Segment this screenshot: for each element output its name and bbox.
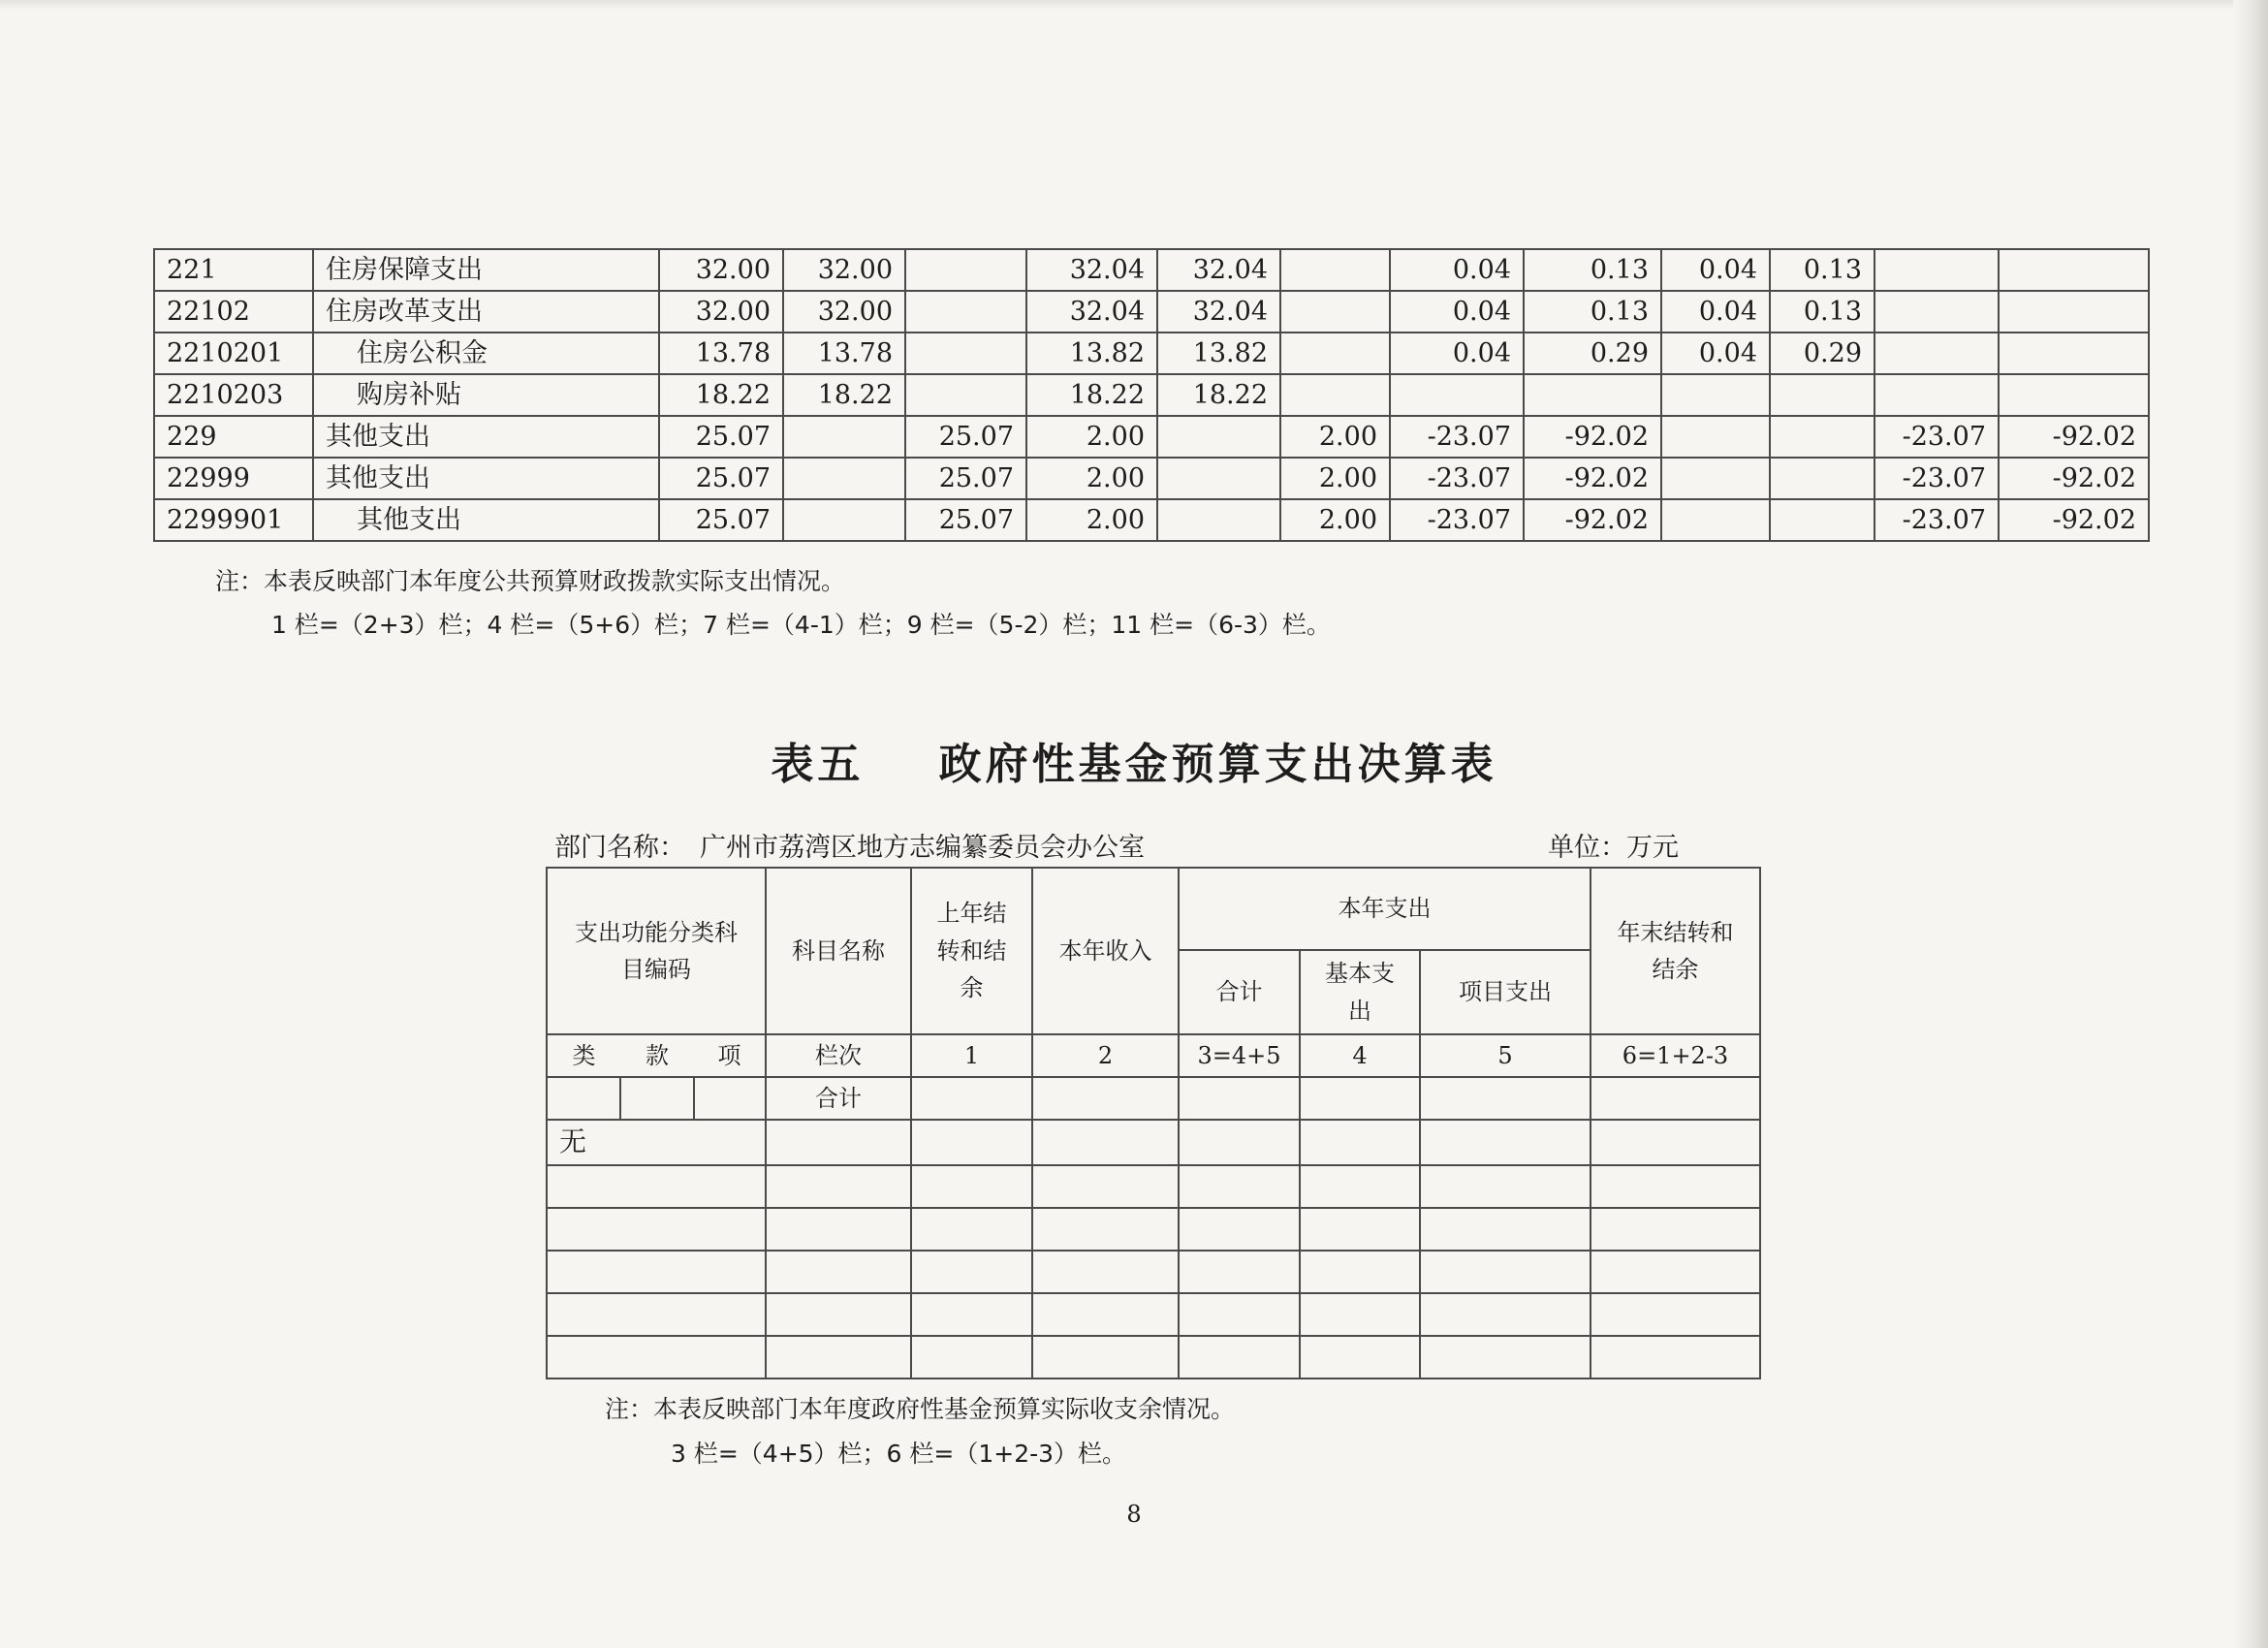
table-cell — [1420, 1251, 1591, 1293]
row-value-c4: 32.04 — [1026, 291, 1157, 333]
row-value-c8: 0.13 — [1524, 291, 1661, 333]
blank-row — [547, 1251, 1760, 1293]
row-name: 购房补贴 — [313, 374, 659, 416]
index-c5: 5 — [1420, 1034, 1591, 1077]
table-cell — [547, 1251, 766, 1293]
row-value-c7: -23.07 — [1390, 458, 1524, 499]
row-value-c4: 18.22 — [1026, 374, 1157, 416]
total-row-cell — [911, 1077, 1032, 1120]
row-value-c7: 0.04 — [1390, 333, 1524, 374]
table-cell — [766, 1251, 911, 1293]
table-cell — [911, 1336, 1032, 1379]
row-value-c8: -92.02 — [1524, 499, 1661, 541]
table-cell — [1032, 1120, 1179, 1165]
page-number: 8 — [1126, 1501, 1142, 1528]
row-name: 住房保障支出 — [313, 249, 659, 291]
total-row-cell — [1300, 1077, 1420, 1120]
total-row-xiang — [694, 1077, 766, 1120]
table-cell — [1300, 1165, 1420, 1208]
row-value-c6: 2.00 — [1280, 416, 1390, 458]
header-name: 科目名称 — [766, 868, 911, 1034]
table-cell — [1591, 1336, 1760, 1379]
row-value-c11: -23.07 — [1874, 499, 1999, 541]
row-value-c11: -23.07 — [1874, 458, 1999, 499]
row-value-c5: 32.04 — [1157, 291, 1280, 333]
row-value-c8: 0.13 — [1524, 249, 1661, 291]
row-value-c5 — [1157, 458, 1280, 499]
row-name: 住房改革支出 — [313, 291, 659, 333]
row-value-c4: 13.82 — [1026, 333, 1157, 374]
header-code: 支出功能分类科目编码 — [547, 868, 766, 1034]
index-c4: 4 — [1300, 1034, 1420, 1077]
total-row-cell — [1032, 1077, 1179, 1120]
row-name: 其他支出 — [313, 416, 659, 458]
table-cell — [766, 1336, 911, 1379]
table-cell — [1179, 1120, 1300, 1165]
table-cell — [547, 1336, 766, 1379]
row-value-c7: 0.04 — [1390, 249, 1524, 291]
row-code: 22999 — [154, 458, 313, 499]
table-cell — [1591, 1208, 1760, 1251]
table5-note: 注：本表反映部门本年度政府性基金预算实际收支余情况。 — [605, 1395, 1236, 1423]
row-value-c5 — [1157, 499, 1280, 541]
row-name: 住房公积金 — [313, 333, 659, 374]
row-name: 其他支出 — [313, 499, 659, 541]
row-value-c3: 25.07 — [905, 416, 1026, 458]
total-row-lei — [547, 1077, 620, 1120]
row-value-c1: 18.22 — [659, 374, 783, 416]
scan-edge-shadow — [2233, 0, 2268, 1648]
header-basic: 基本支出 — [1300, 950, 1420, 1034]
row-value-c7: -23.07 — [1390, 499, 1524, 541]
row-value-c12: -92.02 — [1999, 499, 2149, 541]
header-expense-group: 本年支出 — [1179, 868, 1591, 950]
row-code: 2210203 — [154, 374, 313, 416]
index-lei: 类 — [547, 1034, 620, 1077]
row-value-c1: 32.00 — [659, 249, 783, 291]
table-cell — [911, 1293, 1032, 1336]
table-cell — [911, 1165, 1032, 1208]
table-cell — [1032, 1336, 1179, 1379]
table-cell — [766, 1208, 911, 1251]
index-xiang: 项 — [694, 1034, 766, 1077]
row-value-c9: 0.04 — [1661, 291, 1770, 333]
table-cell — [1591, 1165, 1760, 1208]
row-value-c11: -23.07 — [1874, 416, 1999, 458]
table-cell — [1032, 1293, 1179, 1336]
table-row — [154, 333, 2149, 374]
table-cell — [766, 1293, 911, 1336]
row-value-c8 — [1524, 374, 1661, 416]
row-value-c2 — [783, 458, 905, 499]
row-value-c6: 2.00 — [1280, 458, 1390, 499]
table-cell — [547, 1293, 766, 1336]
gov-fund-expense-table — [546, 867, 1761, 1379]
row-value-c9: 0.04 — [1661, 249, 1770, 291]
table-row — [154, 374, 2149, 416]
table-cell — [1300, 1208, 1420, 1251]
row-value-c9 — [1661, 416, 1770, 458]
row-value-c6 — [1280, 249, 1390, 291]
row-value-c6: 2.00 — [1280, 499, 1390, 541]
row-value-c2 — [783, 416, 905, 458]
row-value-c1: 32.00 — [659, 291, 783, 333]
header-income: 本年收入 — [1032, 868, 1179, 1034]
table5-formula-note: 3 栏=（4+5）栏；6 栏=（1+2-3）栏。 — [671, 1440, 1127, 1468]
table-cell — [1179, 1293, 1300, 1336]
table-cell — [1591, 1120, 1760, 1165]
table-cell — [1420, 1293, 1591, 1336]
blank-row — [547, 1336, 1760, 1379]
row-value-c7: 0.04 — [1390, 291, 1524, 333]
table-cell — [1179, 1165, 1300, 1208]
table-cell — [1179, 1336, 1300, 1379]
row-value-c12 — [1999, 249, 2149, 291]
row-value-c3 — [905, 249, 1026, 291]
index-kuan: 款 — [620, 1034, 694, 1077]
row-code: 229 — [154, 416, 313, 458]
row-value-c7: -23.07 — [1390, 416, 1524, 458]
table-cell — [1420, 1208, 1591, 1251]
row-value-c12: -92.02 — [1999, 416, 2149, 458]
dept-label: 部门名称： — [554, 833, 685, 863]
row-value-c6 — [1280, 374, 1390, 416]
table-cell — [766, 1165, 911, 1208]
header-project: 项目支出 — [1420, 950, 1591, 1034]
scan-top-shadow — [0, 0, 2268, 10]
row-value-c6 — [1280, 291, 1390, 333]
total-row-cell — [1179, 1077, 1300, 1120]
index-col-label: 栏次 — [766, 1034, 911, 1077]
row-code: 221 — [154, 249, 313, 291]
row-value-c12 — [1999, 374, 2149, 416]
row-value-c2: 18.22 — [783, 374, 905, 416]
row-value-c1: 13.78 — [659, 333, 783, 374]
row-value-c1: 25.07 — [659, 458, 783, 499]
row-value-c4: 2.00 — [1026, 458, 1157, 499]
row-value-c10 — [1770, 416, 1874, 458]
table-cell — [1179, 1208, 1300, 1251]
table-cell — [1032, 1251, 1179, 1293]
header-total: 合计 — [1179, 950, 1300, 1034]
index-c2: 2 — [1032, 1034, 1179, 1077]
row-value-c8: 0.29 — [1524, 333, 1661, 374]
row-value-c11 — [1874, 374, 1999, 416]
table-cell — [911, 1251, 1032, 1293]
dept-name: 广州市荔湾区地方志编纂委员会办公室 — [700, 833, 1145, 863]
table-cell — [1420, 1120, 1591, 1165]
row-value-c8: -92.02 — [1524, 458, 1661, 499]
table-cell — [1420, 1165, 1591, 1208]
empty-indicator: 无 — [547, 1120, 766, 1165]
row-value-c2: 32.00 — [783, 291, 905, 333]
index-c1: 1 — [911, 1034, 1032, 1077]
row-value-c12 — [1999, 333, 2149, 374]
upper-table-formula-note: 1 栏=（2+3）栏；4 栏=（5+6）栏；7 栏=（4-1）栏；9 栏=（5-2）栏；11 栏=（6-3）栏。 — [271, 611, 1331, 639]
row-value-c5 — [1157, 416, 1280, 458]
row-value-c11 — [1874, 249, 1999, 291]
table-cell — [1300, 1251, 1420, 1293]
table-cell — [911, 1208, 1032, 1251]
table-row — [154, 291, 2149, 333]
row-value-c3: 25.07 — [905, 458, 1026, 499]
row-name: 其他支出 — [313, 458, 659, 499]
row-value-c9 — [1661, 458, 1770, 499]
row-value-c12 — [1999, 291, 2149, 333]
row-value-c2: 13.78 — [783, 333, 905, 374]
header-prev-balance: 上年结转和结余 — [911, 868, 1032, 1034]
blank-row — [547, 1293, 1760, 1336]
index-c6: 6=1+2-3 — [1591, 1034, 1760, 1077]
row-value-c7 — [1390, 374, 1524, 416]
row-value-c3: 25.07 — [905, 499, 1026, 541]
row-value-c3 — [905, 291, 1026, 333]
row-value-c9 — [1661, 499, 1770, 541]
row-value-c9: 0.04 — [1661, 333, 1770, 374]
row-value-c11 — [1874, 291, 1999, 333]
row-value-c1: 25.07 — [659, 416, 783, 458]
total-row-kuan — [620, 1077, 694, 1120]
table-row — [154, 499, 2149, 541]
row-value-c4: 32.04 — [1026, 249, 1157, 291]
table-row — [154, 249, 2149, 291]
table-cell — [1300, 1336, 1420, 1379]
blank-row — [547, 1208, 1760, 1251]
table-cell — [766, 1120, 911, 1165]
table-cell — [1300, 1120, 1420, 1165]
table-cell — [1032, 1165, 1179, 1208]
row-value-c1: 25.07 — [659, 499, 783, 541]
upper-table-note: 注：本表反映部门本年度公共预算财政拨款实际支出情况。 — [215, 567, 846, 595]
table-cell — [911, 1120, 1032, 1165]
row-value-c2: 32.00 — [783, 249, 905, 291]
table-cell — [1179, 1251, 1300, 1293]
row-code: 2210201 — [154, 333, 313, 374]
index-c3: 3=4+5 — [1179, 1034, 1300, 1077]
row-value-c10 — [1770, 499, 1874, 541]
table-cell — [1591, 1251, 1760, 1293]
table5-title: 表五 政府性基金预算支出决算表 — [771, 740, 1497, 789]
row-value-c10 — [1770, 458, 1874, 499]
blank-row — [547, 1165, 1760, 1208]
total-row-label: 合计 — [766, 1077, 911, 1120]
table-row — [154, 458, 2149, 499]
row-value-c2 — [783, 499, 905, 541]
row-value-c5: 13.82 — [1157, 333, 1280, 374]
row-value-c4: 2.00 — [1026, 499, 1157, 541]
total-row-cell — [1591, 1077, 1760, 1120]
row-value-c4: 2.00 — [1026, 416, 1157, 458]
table-cell — [1420, 1336, 1591, 1379]
row-value-c5: 32.04 — [1157, 249, 1280, 291]
budget-expense-table-continuation — [153, 248, 2150, 542]
table-cell — [1300, 1293, 1420, 1336]
row-code: 2299901 — [154, 499, 313, 541]
table-cell — [1032, 1208, 1179, 1251]
row-value-c3 — [905, 333, 1026, 374]
header-end-balance: 年末结转和结余 — [1591, 868, 1760, 1034]
row-value-c11 — [1874, 333, 1999, 374]
table-row — [154, 416, 2149, 458]
table-cell — [1591, 1293, 1760, 1336]
row-value-c12: -92.02 — [1999, 458, 2149, 499]
total-row-cell — [1420, 1077, 1591, 1120]
row-value-c10 — [1770, 374, 1874, 416]
row-value-c9 — [1661, 374, 1770, 416]
row-value-c6 — [1280, 333, 1390, 374]
row-value-c10: 0.29 — [1770, 333, 1874, 374]
table-cell — [547, 1165, 766, 1208]
row-value-c5: 18.22 — [1157, 374, 1280, 416]
row-value-c3 — [905, 374, 1026, 416]
table-cell — [547, 1208, 766, 1251]
row-value-c10: 0.13 — [1770, 249, 1874, 291]
row-value-c8: -92.02 — [1524, 416, 1661, 458]
row-code: 22102 — [154, 291, 313, 333]
unit-label: 单位：万元 — [1548, 833, 1679, 863]
row-value-c10: 0.13 — [1770, 291, 1874, 333]
